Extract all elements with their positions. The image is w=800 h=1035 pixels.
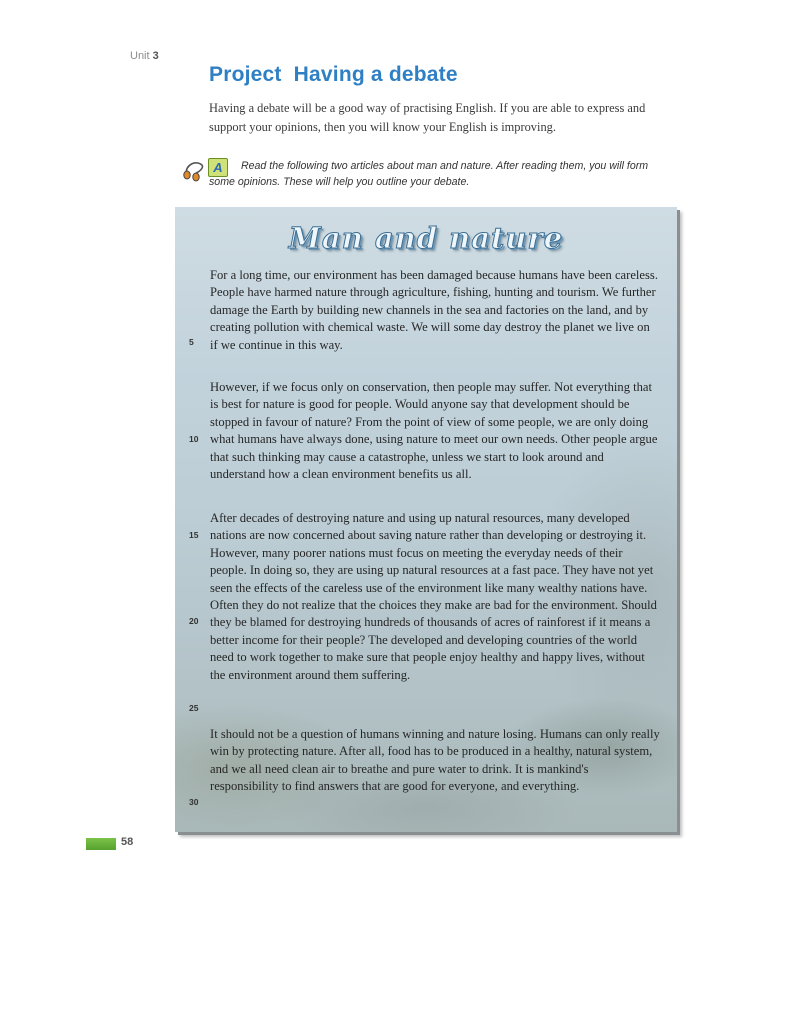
unit-prefix: Unit (130, 50, 150, 62)
headphones-icon (182, 158, 208, 182)
task-letter-badge: A (208, 158, 228, 177)
page-number-bar (86, 838, 116, 850)
article-paragraph-1: For a long time, our environment has been damaged because humans have been careless. People have harmed nature through agriculture, fishing, hunting and tourism. We further damage the Earth by building new channels in the sea and factories on the land, and by creating pollution with chemical waste. We will some day destroy the planet we live on if we continue in this way. (210, 268, 658, 352)
line-number-20: 20 (189, 616, 199, 626)
line-number-25: 25 (189, 703, 199, 713)
article-paragraph-3: After decades of destroying nature and using up natural resources, many developed nations are now concerned about saving nature rather than developing or destroying it. However, many poorer nations must focus on meeting the everyday needs of their people. In doing so, they are using up natural resources at a fast pace. They have not yet seen the effects of the careless use of the environment like many wealthy nations have. Often they do not realize that the choices they make are bad for the environment. Should they be blamed for destroying hundreds of thousands of acres of rainforest if it means a better income for their people? The developed and developing countries of the world need to work together to make sure that people enjoy healthy and happy lives, without the environment around them suffering. (210, 511, 657, 682)
intro-text: Having a debate will be a good way of practising English. If you are able to express and support your opinions, then you will know your English is improving. (209, 101, 646, 134)
project-title: Project Having a debate (209, 63, 458, 86)
article-title: Man and nature (288, 221, 564, 255)
line-number-15: 15 (189, 530, 199, 540)
task-text: Read the following two articles about man and nature. After reading them, you will form some opinions. These will help you outline your debate. (209, 160, 649, 188)
page-number: 58 (121, 836, 134, 848)
line-number-30: 30 (189, 797, 199, 807)
article-panel (175, 207, 677, 832)
line-number-10: 10 (189, 434, 199, 444)
line-number-5: 5 (189, 337, 194, 347)
unit-label (130, 50, 159, 62)
unit-number: 3 (152, 50, 159, 62)
article-paragraph-4: It should not be a question of humans winning and nature losing. Humans can only really win by protecting nature. After all, food has to be produced in a healthy, natural system, and we all need clean air to breathe and pure water to drink. It is mankind's responsibility to find answers that are good for everyone, and everything. (210, 727, 660, 794)
article-paragraph-2: However, if we focus only on conservation, then people may suffer. Not everything that is best for nature is good for people. Would anyone say that development should be stopped in favour of nature? From the point of view of some people, we are only doing what humans have always done, using nature to meet our own needs. Other people argue that such thinking may cause a catastrophe, unless we start to look around and understand how a clean environment benefits us all. (210, 380, 658, 482)
